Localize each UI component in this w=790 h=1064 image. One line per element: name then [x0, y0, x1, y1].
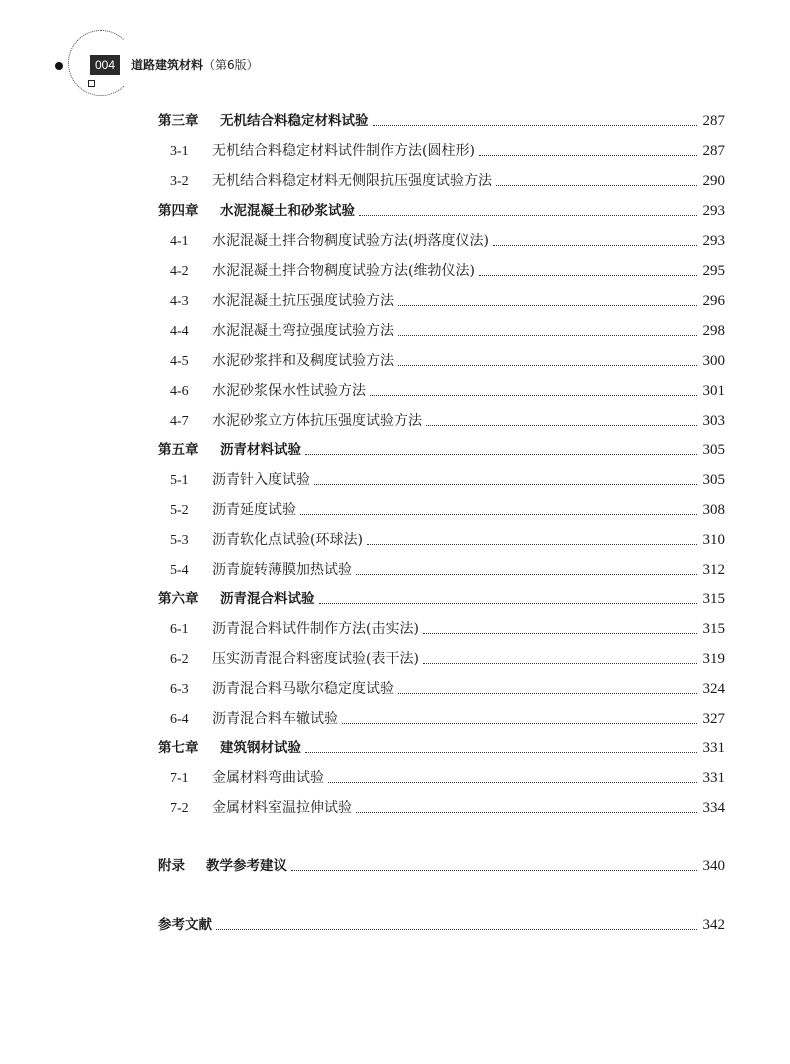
dot-leader	[314, 483, 697, 485]
toc-entry-number: 4-4	[170, 324, 189, 339]
dot-leader	[305, 751, 697, 753]
toc-section-row[interactable]	[170, 618, 725, 640]
toc-page-number: 300	[702, 353, 725, 369]
toc-entry-title: 水泥砂浆保水性试验方法	[212, 383, 366, 399]
dot-leader	[423, 662, 697, 664]
toc-entry-number: 5-2	[170, 503, 189, 518]
toc-entry-number: 4-7	[170, 414, 189, 429]
toc-entry-number: 6-1	[170, 622, 189, 637]
toc-entry-title: 水泥混凝土拌合物稠度试验方法(维勃仪法)	[212, 263, 475, 279]
toc-section-row[interactable]	[170, 230, 725, 252]
toc-page-number: 331	[702, 770, 725, 786]
toc-entry-number: 7-1	[170, 771, 189, 786]
toc-entry-title: 水泥混凝土弯拉强度试验方法	[212, 323, 394, 339]
dot-leader	[305, 453, 697, 455]
dot-leader	[479, 154, 697, 156]
dot-leader	[342, 722, 697, 724]
toc-page-number: 315	[702, 621, 725, 637]
toc-chapter-row[interactable]	[158, 588, 725, 610]
toc-entry-number: 第五章	[158, 442, 199, 458]
toc-entry-number: 6-2	[170, 652, 189, 667]
toc-section-row[interactable]	[170, 767, 725, 789]
toc-chapter-row[interactable]	[158, 439, 725, 461]
dot-leader	[367, 543, 697, 545]
dot-leader	[373, 124, 697, 126]
book-title-text: 道路建筑材料	[131, 58, 204, 72]
toc-section-row[interactable]	[170, 410, 725, 432]
toc-page-number: 319	[702, 651, 725, 667]
toc-entry-title: 沥青延度试验	[212, 502, 296, 518]
toc-page-number: 327	[702, 711, 725, 727]
dot-leader	[370, 394, 697, 396]
toc-section-row[interactable]	[170, 260, 725, 282]
dot-leader	[356, 811, 697, 813]
toc-chapter-row[interactable]	[158, 737, 725, 759]
toc-entry-number: 4-2	[170, 264, 189, 279]
dot-leader	[356, 573, 697, 575]
toc-entry-number: 附录	[158, 858, 185, 874]
toc-page-number: 331	[702, 740, 725, 756]
toc-page-number: 298	[702, 323, 725, 339]
toc-entry-title: 水泥砂浆拌和及稠度试验方法	[212, 353, 394, 369]
dot-leader	[216, 928, 697, 930]
toc-entry-number: 4-6	[170, 384, 189, 399]
toc-page-number: 340	[702, 858, 725, 874]
dot-leader	[493, 244, 697, 246]
toc-section-row[interactable]	[170, 797, 725, 819]
toc-chapter-row[interactable]	[158, 200, 725, 222]
dot-leader	[398, 692, 697, 694]
toc-page-number: 305	[702, 472, 725, 488]
toc-entry-number: 6-4	[170, 712, 189, 727]
toc-page-number: 342	[702, 917, 725, 933]
toc-entry-title: 沥青软化点试验(环球法)	[212, 532, 363, 548]
toc-page-number: 287	[702, 143, 725, 159]
toc-page-number: 293	[702, 203, 725, 219]
dot-leader	[398, 304, 697, 306]
dot-leader	[496, 184, 697, 186]
toc-section-row[interactable]	[170, 529, 725, 551]
dot-leader	[479, 274, 697, 276]
dot-leader	[398, 334, 697, 336]
toc-section-row[interactable]	[170, 708, 725, 730]
book-edition: （第6版）	[203, 58, 259, 72]
toc-entry-title: 水泥混凝土抗压强度试验方法	[212, 293, 394, 309]
toc-page-number: 301	[702, 383, 725, 399]
dot-leader	[300, 513, 697, 515]
toc-entry-number: 6-3	[170, 682, 189, 697]
toc-entry-title: 建筑钢材试验	[220, 740, 301, 756]
toc-section-row[interactable]	[170, 170, 725, 192]
toc-entry-title: 沥青混合料马歇尔稳定度试验	[212, 681, 394, 697]
toc-section-row[interactable]	[170, 350, 725, 372]
toc-entry-title: 沥青材料试验	[220, 442, 301, 458]
toc-page-number: 310	[702, 532, 725, 548]
toc-entry-number: 4-1	[170, 234, 189, 249]
dot-leader	[398, 364, 697, 366]
toc-entry-title: 沥青旋转薄膜加热试验	[212, 562, 352, 578]
decorative-square	[88, 80, 95, 87]
toc-section-row[interactable]	[170, 678, 725, 700]
toc-entry-number: 第七章	[158, 740, 199, 756]
toc-entry-title: 无机结合料稳定材料试件制作方法(圆柱形)	[212, 143, 475, 159]
toc-entry-number: 第六章	[158, 591, 199, 607]
toc-section-row[interactable]	[170, 320, 725, 342]
toc-entry-title: 沥青混合料试验	[220, 591, 315, 607]
toc-page-number: 324	[702, 681, 725, 697]
toc-page-number: 305	[702, 442, 725, 458]
toc-entry-number: 3-2	[170, 174, 189, 189]
toc-entry-title: 金属材料弯曲试验	[212, 770, 324, 786]
toc-entry-number: 5-1	[170, 473, 189, 488]
toc-section-row[interactable]	[170, 140, 725, 162]
toc-entry-title: 教学参考建议	[206, 858, 287, 874]
dot-leader	[291, 869, 697, 871]
toc-chapter-row[interactable]	[158, 110, 725, 132]
toc-page-number: 303	[702, 413, 725, 429]
toc-entry-number: 4-3	[170, 294, 189, 309]
toc-page-number: 312	[702, 562, 725, 578]
toc-entry-number: 7-2	[170, 801, 189, 816]
toc-entry-title: 金属材料室温拉伸试验	[212, 800, 352, 816]
page-header	[0, 0, 790, 110]
toc-entry-title: 沥青混合料试件制作方法(击实法)	[212, 621, 419, 637]
toc-page-number: 287	[702, 113, 725, 129]
toc-entry-title: 无机结合料稳定材料试验	[220, 113, 369, 129]
dot-leader	[319, 602, 697, 604]
toc-page-number: 290	[702, 173, 725, 189]
toc-entry-title: 沥青针入度试验	[212, 472, 310, 488]
toc-entry-number: 4-5	[170, 354, 189, 369]
toc-entry-title: 压实沥青混合料密度试验(表干法)	[212, 651, 419, 667]
toc-page-number: 315	[702, 591, 725, 607]
dot-leader	[426, 424, 697, 426]
decorative-dot	[55, 62, 63, 70]
toc-entry-title: 沥青混合料车辙试验	[212, 711, 338, 727]
toc-entry-title: 无机结合料稳定材料无侧限抗压强度试验方法	[212, 173, 492, 189]
toc-entry-title: 水泥砂浆立方体抗压强度试验方法	[212, 413, 422, 429]
toc-entry-number: 5-4	[170, 563, 189, 578]
toc-entry-number: 3-1	[170, 144, 189, 159]
dot-leader	[328, 781, 697, 783]
toc-chapter-row[interactable]	[158, 855, 725, 877]
toc-page-number: 296	[702, 293, 725, 309]
toc-page-number: 293	[702, 233, 725, 249]
toc-section-row[interactable]	[170, 469, 725, 491]
toc-entry-title: 水泥混凝土拌合物稠度试验方法(坍落度仪法)	[212, 233, 489, 249]
toc-entry-number: 5-3	[170, 533, 189, 548]
toc-page-number: 295	[702, 263, 725, 279]
book-title	[131, 56, 259, 74]
toc-page-number: 334	[702, 800, 725, 816]
toc-section-row[interactable]	[170, 290, 725, 312]
toc-entry-title: 水泥混凝土和砂浆试验	[220, 203, 355, 219]
dot-leader	[423, 632, 697, 634]
toc-section-row[interactable]	[170, 499, 725, 521]
toc-section-row[interactable]	[170, 559, 725, 581]
page-number: 004	[90, 55, 120, 75]
toc-section-row[interactable]	[170, 380, 725, 402]
toc-page-number: 308	[702, 502, 725, 518]
dot-leader	[359, 214, 697, 216]
toc-section-row[interactable]	[170, 648, 725, 670]
toc-entry-title: 参考文献	[158, 917, 212, 933]
toc-entry-number: 第四章	[158, 203, 199, 219]
toc-entry-number: 第三章	[158, 113, 199, 129]
toc-chapter-row[interactable]	[158, 914, 725, 936]
